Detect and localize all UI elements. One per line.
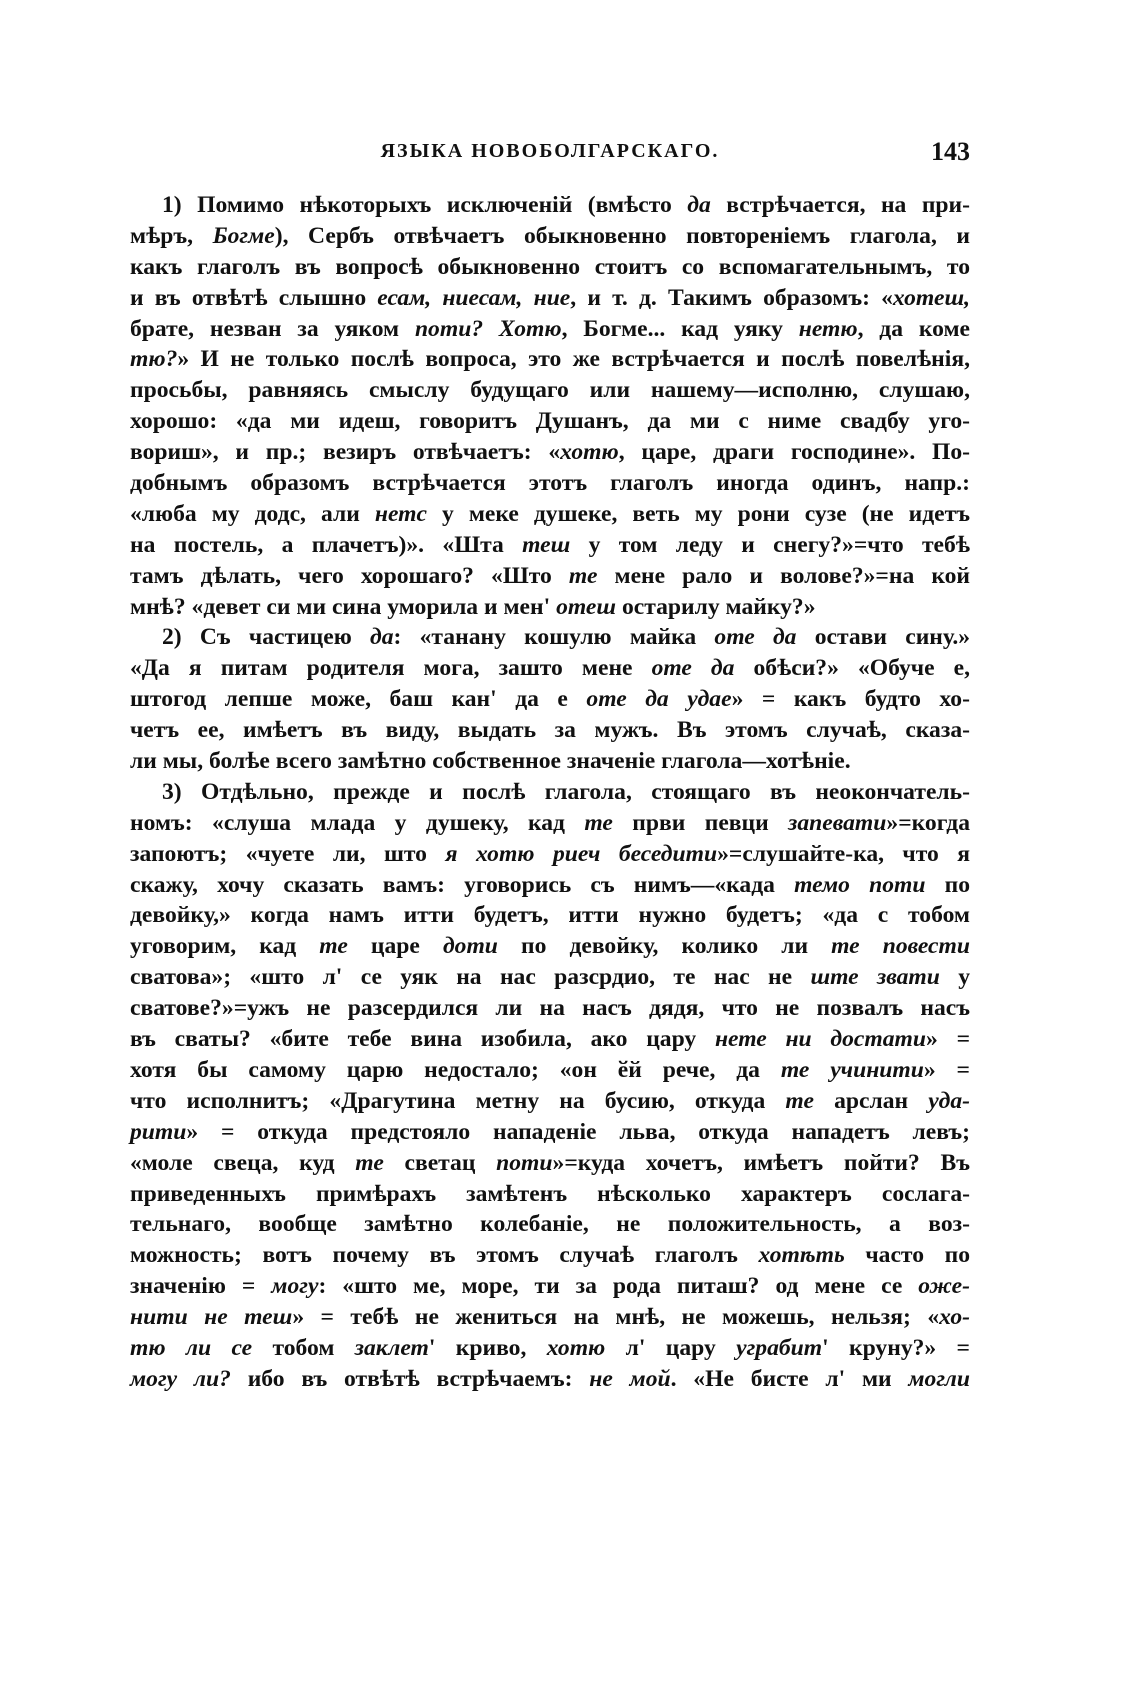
text-segment: 1) Помимо нѣкоторыхъ исключеній (вмѣсто [162,192,688,218]
text-segment: : «танану кошулю майка [393,624,715,651]
text-line [130,715,970,746]
text-segment: вориш», и пр.; везиръ отвѣчаетъ: « [130,439,561,466]
text-segment: »=куда хочетъ, имѣетъ пойти? Въ [552,1149,970,1176]
italic-segment: оже- [918,1273,970,1300]
italic-segment: могли [908,1365,970,1392]
text-segment: мнѣ? «девет си ми сина уморила и мен' [130,593,557,620]
text-segment: девойку,» когда намъ итти будетъ, итти нужно будетъ; «да с тобом [130,902,970,929]
text-segment: просьбы, равняясь смыслу будущаго или нашему—исполню, слушаю, [130,377,970,404]
text-line [130,808,970,839]
text-segment: приведенныхъ примѣрахъ замѣтенъ нѣсколько характеръ сослага- [130,1180,970,1207]
text-segment: » = откуда предстояло нападеніе льва, откуда нападетъ левъ; [186,1118,970,1145]
italic-segment: нете ни достати [714,1026,927,1053]
text-line [130,344,970,375]
text-segment: л' цару [605,1334,737,1361]
text-segment: »=когда [886,809,970,836]
italic-segment: теш [522,531,571,558]
text-segment: ), Сербъ отвѣчаетъ обыкновенно повтореніемъ глагола, и [274,222,970,249]
text-segment: скажу, хочу сказать вамъ: уговорись съ нимъ—«када [130,871,795,898]
italic-segment: запевати [788,809,887,836]
text-segment: сватове?»=ужъ не разсердился ли на насъ дядя, что не позвалъ насъ [130,995,970,1022]
text-line [130,684,970,715]
text-segment: 3) Отдѣльно, прежде и послѣ глагола, стоящаго въ неокончатель- [162,778,970,805]
text-line [130,406,970,437]
text-segment: у [939,964,970,991]
text-segment: мѣръ, [130,222,213,249]
text-line [130,1271,970,1302]
text-segment: , и т. д. Такимъ образомъ: « [570,284,893,311]
text-line [130,622,970,653]
text-segment: први певци [612,809,789,836]
text-segment: четъ ее, имѣетъ въ виду, выдать за мужъ. Въ этомъ случаѣ, сказа- [130,717,970,744]
text-segment: тельнаго, вообще замѣтно колебаніе, не положительность, а воз- [130,1211,970,1238]
running-head [130,137,970,174]
italic-segment: хотѣть [758,1242,845,1269]
text-segment: » = тебѣ не жениться на мнѣ, не можешь, нельзя; « [292,1304,940,1331]
text-segment: арслан [813,1087,929,1114]
text-line [130,592,970,623]
italic-segment: могу ли? [130,1365,231,1392]
text-line [130,993,970,1024]
italic-segment: те повести [831,933,970,960]
text-line [130,1364,970,1395]
text-segment: . «Не бисте л' ми [670,1365,909,1392]
text-line [130,190,970,221]
text-line [130,283,970,314]
text-segment: царе [347,933,443,960]
text-segment: » = [923,1056,970,1083]
text-segment: хорошо: «да ми идеш, говоритъ Душанъ, да ми с ниме свадбу уго- [130,408,970,435]
text-line [130,499,970,530]
text-line [130,1024,970,1055]
text-segment: » И не только послѣ вопроса, это же встрѣчается и послѣ повелѣнія, [177,346,970,373]
italic-segment: поти [496,1149,553,1176]
italic-segment: темо поти [794,871,926,898]
text-segment: встрѣчается, на при- [710,192,970,218]
text-line [130,1209,970,1240]
text-segment: ли мы, болѣе всего замѣтно собственное значеніе глагола—хотѣніе. [130,748,851,775]
text-segment: сватова»; «што л' се уяк на нас разсрдио, те нас не [130,964,811,991]
italic-segment: уда- [928,1087,970,1114]
italic-segment: хотю [560,439,619,466]
italic-segment: те учинити [780,1056,924,1083]
italic-segment: доти [442,933,498,960]
text-segment: , царе, драги господине». По- [618,439,970,466]
text-line [130,1055,970,1086]
text-segment: номъ: «слуша млада у душеку, кад [130,809,585,836]
text-line [130,468,970,499]
text-segment: «моле свеца, куд [130,1149,356,1176]
italic-segment: хотеш, [892,284,970,311]
italic-segment: хотю [546,1334,606,1361]
italic-segment: отеш [556,593,617,620]
text-segment: » = [926,1026,971,1053]
text-segment: у том леду и снегу?»=что тебѣ [570,531,970,558]
text-segment: тобом [252,1334,355,1361]
text-line [130,437,970,468]
italic-segment: да [370,624,394,651]
text-line [130,530,970,561]
text-segment: что исполнитъ; «Драгутина метну на бусию, откуда [130,1087,786,1114]
text-segment: запоютъ; «чуете ли, што [130,840,446,867]
text-segment: хотя бы самому царю недостало; «он ӗй рече, да [130,1056,781,1083]
text-line [130,1240,970,1271]
text-segment: значенію = [130,1273,272,1300]
text-line [130,375,970,406]
text-line [130,221,970,252]
italic-segment: те [785,1087,814,1114]
text-line [130,931,970,962]
italic-segment: могу [271,1273,319,1300]
italic-segment: ште звати [810,964,940,991]
text-line [130,1148,970,1179]
text-line [130,962,970,993]
text-segment: штогод лепше може, баш кан' да е [130,686,587,713]
italic-segment: те [355,1149,384,1176]
text-segment: у меке душеке, веть му рони сузе (не идетъ [426,500,971,527]
text-line [130,839,970,870]
italic-segment: поти? Хотю [414,315,562,342]
italic-segment: нити не теш [130,1304,293,1331]
text-line [130,314,970,345]
italic-segment: те [568,562,598,589]
text-segment: и въ отвѣтѣ слышно [130,284,378,311]
text-line [130,1179,970,1210]
italic-segment: рити [130,1118,187,1145]
page-number: 143 [931,137,970,166]
text-segment: ' круну?» = [822,1334,970,1361]
text-segment: мене рало и волове?»=на кой [597,562,970,589]
text-segment: по девойку, колико ли [497,933,832,960]
text-segment: , Богме... кад уяку [561,315,799,342]
text-segment: » = какъ будто хо- [731,686,970,713]
text-line [130,561,970,592]
italic-segment: я хотю риеч беседити [445,840,718,867]
text-segment: можность; вотъ почему въ этомъ случаѣ глаголъ [130,1242,759,1269]
text-line [130,1086,970,1117]
text-segment: ибо въ отвѣтѣ встрѣчаемъ: [230,1365,590,1392]
text-segment: «Да я питам родителя мога, зашто мене [130,655,652,682]
text-segment: 2) Съ частицею [162,624,371,651]
text-segment: светац [383,1149,497,1176]
italic-segment: тю ли се [130,1334,253,1361]
italic-segment: да [687,192,711,218]
text-segment: въ сваты? «бите тебе вина изобила, ако цару [130,1026,715,1053]
text-segment: »=слушайте-ка, что я [717,840,970,867]
text-line [130,746,970,777]
text-segment: по [925,871,970,898]
italic-segment: тю? [130,346,178,373]
italic-segment: хо- [939,1304,970,1331]
italic-segment: оте да [714,624,797,651]
text-line [130,870,970,901]
italic-segment: есам, ниесам, ние [377,284,571,311]
text-segment: обѣси?» «Обуче е, [734,655,970,682]
text-segment: уговорим, кад [130,933,320,960]
text-segment: остарилу майку?» [616,593,816,620]
italic-segment: оте да удае [586,686,732,713]
text-line [130,1333,970,1364]
italic-segment: те [319,933,348,960]
text-segment: ' криво, [428,1334,547,1361]
text-segment: , да коме [857,315,971,342]
running-title: ЯЗЫКА НОВОБОЛГАРСКАГО. [380,140,720,162]
text-segment: : «што ме, море, ти за рода питаш? од мене се [318,1273,919,1300]
italic-segment: уграбит [736,1334,823,1361]
text-segment: тамъ дѣлать, чего хорошаго? «Што [130,562,569,589]
body-text [130,190,970,1395]
text-segment: брате, незван за уяком [130,315,415,342]
book-page [130,130,970,1610]
italic-segment: нетс [374,500,427,527]
text-line [130,777,970,808]
text-segment: остави сину.» [796,624,971,651]
text-segment: какъ глаголъ въ вопросѣ обыкновенно стоитъ со вспомагательнымъ, то [130,253,970,280]
text-line [130,1117,970,1148]
text-segment: «люба му додс, али [130,500,375,527]
text-line [130,1302,970,1333]
text-segment: на постель, а плачетъ)». «Шта [130,531,523,558]
text-segment: добнымъ образомъ встрѣчается этотъ глаголъ иногда одинъ, напр.: [130,470,970,497]
italic-segment: те [584,809,613,836]
italic-segment: оте да [651,655,735,682]
text-line [130,653,970,684]
italic-segment: нетю [798,315,858,342]
text-line [130,252,970,283]
italic-segment: не мой [589,1365,671,1392]
italic-segment: Богме [212,222,275,249]
text-segment: часто по [844,1242,971,1269]
italic-segment: заклет [354,1334,429,1361]
text-line [130,900,970,931]
